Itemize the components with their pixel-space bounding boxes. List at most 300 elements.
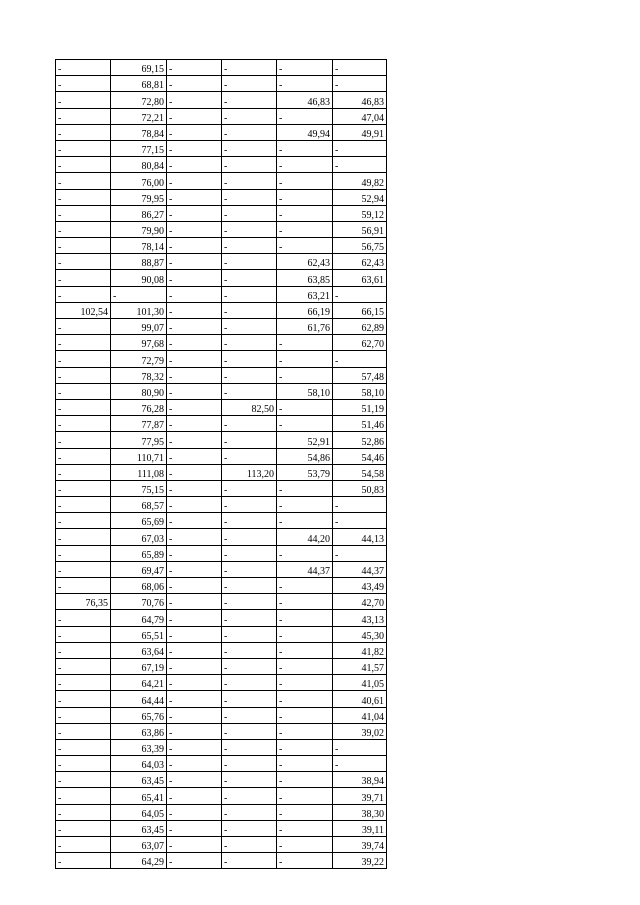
table-cell[interactable]: 65,69 <box>111 513 167 529</box>
table-cell[interactable]: - <box>222 270 277 286</box>
table-cell[interactable]: - <box>222 432 277 448</box>
table-cell[interactable]: - <box>56 642 111 658</box>
table-cell[interactable]: 62,43 <box>277 254 333 270</box>
table-cell[interactable]: - <box>277 610 333 626</box>
table-cell[interactable]: - <box>167 497 222 513</box>
table-cell[interactable]: 63,61 <box>333 270 387 286</box>
table-cell[interactable]: - <box>56 254 111 270</box>
table-cell[interactable]: - <box>167 140 222 156</box>
table-cell[interactable]: - <box>222 772 277 788</box>
table-cell[interactable]: 64,05 <box>111 804 167 820</box>
table-cell[interactable]: - <box>167 221 222 237</box>
table-cell[interactable]: - <box>56 610 111 626</box>
table-cell[interactable]: 62,43 <box>333 254 387 270</box>
table-cell[interactable]: 65,89 <box>111 545 167 561</box>
table-cell[interactable]: 101,30 <box>111 302 167 318</box>
table-cell[interactable]: 67,03 <box>111 529 167 545</box>
table-cell[interactable]: 99,07 <box>111 319 167 335</box>
table-cell[interactable]: 62,70 <box>333 335 387 351</box>
table-cell[interactable]: - <box>277 140 333 156</box>
table-cell[interactable]: - <box>167 756 222 772</box>
table-cell[interactable]: - <box>167 642 222 658</box>
table-cell[interactable]: - <box>277 626 333 642</box>
table-cell[interactable]: - <box>167 319 222 335</box>
table-cell[interactable]: - <box>56 545 111 561</box>
table-cell[interactable]: - <box>277 788 333 804</box>
table-cell[interactable]: 39,74 <box>333 837 387 853</box>
table-cell[interactable]: - <box>167 561 222 577</box>
table-cell[interactable]: - <box>167 804 222 820</box>
table-cell[interactable]: - <box>222 691 277 707</box>
table-cell[interactable]: - <box>222 416 277 432</box>
table-cell[interactable]: 63,39 <box>111 739 167 755</box>
table-cell[interactable]: - <box>277 399 333 415</box>
table-cell[interactable]: - <box>277 707 333 723</box>
table-cell[interactable]: - <box>56 416 111 432</box>
table-cell[interactable]: 39,02 <box>333 723 387 739</box>
table-cell[interactable]: - <box>222 60 277 76</box>
table-cell[interactable]: - <box>333 497 387 513</box>
table-cell[interactable]: - <box>56 691 111 707</box>
table-cell[interactable]: - <box>56 335 111 351</box>
table-cell[interactable]: 54,86 <box>277 448 333 464</box>
table-cell[interactable]: - <box>56 319 111 335</box>
table-cell[interactable]: 49,82 <box>333 173 387 189</box>
table-cell[interactable]: - <box>167 205 222 221</box>
table-cell[interactable]: - <box>277 157 333 173</box>
table-cell[interactable]: 53,79 <box>277 464 333 480</box>
table-cell[interactable]: 86,27 <box>111 205 167 221</box>
table-cell[interactable]: - <box>167 820 222 836</box>
table-cell[interactable]: - <box>277 820 333 836</box>
table-cell[interactable]: 69,15 <box>111 60 167 76</box>
table-cell[interactable]: - <box>167 351 222 367</box>
table-cell[interactable]: - <box>277 76 333 92</box>
table-cell[interactable]: - <box>222 837 277 853</box>
table-cell[interactable]: - <box>167 658 222 674</box>
table-cell[interactable]: - <box>277 578 333 594</box>
table-cell[interactable]: 58,10 <box>277 383 333 399</box>
table-cell[interactable]: 80,90 <box>111 383 167 399</box>
table-cell[interactable]: - <box>333 76 387 92</box>
table-cell[interactable]: - <box>222 707 277 723</box>
table-cell[interactable]: - <box>167 238 222 254</box>
table-cell[interactable]: 77,15 <box>111 140 167 156</box>
table-cell[interactable]: - <box>222 189 277 205</box>
table-cell[interactable]: - <box>56 772 111 788</box>
table-cell[interactable]: - <box>277 723 333 739</box>
table-cell[interactable]: 63,45 <box>111 820 167 836</box>
table-cell[interactable]: - <box>222 76 277 92</box>
table-cell[interactable]: - <box>222 140 277 156</box>
table-cell[interactable]: - <box>277 513 333 529</box>
table-cell[interactable]: - <box>167 254 222 270</box>
table-cell[interactable]: - <box>167 60 222 76</box>
table-cell[interactable]: 63,64 <box>111 642 167 658</box>
table-cell[interactable]: 76,00 <box>111 173 167 189</box>
table-cell[interactable]: 66,19 <box>277 302 333 318</box>
table-cell[interactable]: - <box>167 383 222 399</box>
table-cell[interactable]: 102,54 <box>56 302 111 318</box>
table-cell[interactable]: - <box>222 173 277 189</box>
table-cell[interactable]: - <box>167 772 222 788</box>
table-cell[interactable]: - <box>277 60 333 76</box>
table-cell[interactable]: 72,80 <box>111 92 167 108</box>
table-cell[interactable]: 111,08 <box>111 464 167 480</box>
table-cell[interactable]: - <box>333 513 387 529</box>
table-cell[interactable]: - <box>222 92 277 108</box>
table-cell[interactable]: 63,86 <box>111 723 167 739</box>
table-cell[interactable]: 44,13 <box>333 529 387 545</box>
table-cell[interactable]: - <box>167 399 222 415</box>
table-cell[interactable]: - <box>222 578 277 594</box>
table-cell[interactable]: 65,51 <box>111 626 167 642</box>
table-cell[interactable]: - <box>222 335 277 351</box>
table-cell[interactable]: - <box>167 92 222 108</box>
table-cell[interactable]: 46,83 <box>277 92 333 108</box>
table-cell[interactable]: - <box>56 513 111 529</box>
table-cell[interactable]: - <box>56 756 111 772</box>
table-cell[interactable]: 76,35 <box>56 594 111 610</box>
table-cell[interactable]: - <box>56 626 111 642</box>
table-cell[interactable]: 68,81 <box>111 76 167 92</box>
table-cell[interactable]: - <box>56 351 111 367</box>
table-cell[interactable]: - <box>167 610 222 626</box>
table-cell[interactable]: 69,47 <box>111 561 167 577</box>
table-cell[interactable]: - <box>277 238 333 254</box>
table-cell[interactable]: 77,95 <box>111 432 167 448</box>
table-cell[interactable]: - <box>222 254 277 270</box>
table-cell[interactable]: 80,84 <box>111 157 167 173</box>
table-cell[interactable]: - <box>277 545 333 561</box>
table-cell[interactable]: - <box>56 480 111 496</box>
table-cell[interactable]: - <box>222 739 277 755</box>
table-cell[interactable]: - <box>56 820 111 836</box>
table-cell[interactable]: - <box>56 853 111 869</box>
table-cell[interactable]: - <box>277 739 333 755</box>
table-cell[interactable]: - <box>222 853 277 869</box>
table-cell[interactable]: - <box>277 416 333 432</box>
table-cell[interactable]: 58,10 <box>333 383 387 399</box>
table-cell[interactable]: 56,91 <box>333 221 387 237</box>
table-cell[interactable]: 64,21 <box>111 675 167 691</box>
table-cell[interactable]: - <box>222 804 277 820</box>
table-cell[interactable]: - <box>277 594 333 610</box>
table-cell[interactable]: 40,61 <box>333 691 387 707</box>
table-cell[interactable]: 39,11 <box>333 820 387 836</box>
table-cell[interactable]: 110,71 <box>111 448 167 464</box>
table-cell[interactable]: 64,44 <box>111 691 167 707</box>
table-cell[interactable]: - <box>167 788 222 804</box>
table-cell[interactable]: - <box>222 238 277 254</box>
table-cell[interactable]: - <box>167 480 222 496</box>
table-cell[interactable]: - <box>277 658 333 674</box>
table-cell[interactable]: - <box>277 691 333 707</box>
table-cell[interactable]: - <box>167 513 222 529</box>
table-cell[interactable]: - <box>167 367 222 383</box>
table-cell[interactable]: 63,21 <box>277 286 333 302</box>
table-cell[interactable]: 52,94 <box>333 189 387 205</box>
table-cell[interactable]: 39,22 <box>333 853 387 869</box>
table-cell[interactable]: - <box>56 432 111 448</box>
table-cell[interactable]: - <box>56 221 111 237</box>
table-cell[interactable]: 43,49 <box>333 578 387 594</box>
table-cell[interactable]: 44,20 <box>277 529 333 545</box>
table-cell[interactable]: - <box>167 464 222 480</box>
table-cell[interactable]: - <box>56 561 111 577</box>
table-cell[interactable]: 79,90 <box>111 221 167 237</box>
table-cell[interactable]: - <box>333 157 387 173</box>
table-cell[interactable]: - <box>167 594 222 610</box>
table-cell[interactable]: - <box>167 432 222 448</box>
table-cell[interactable]: - <box>222 658 277 674</box>
table-cell[interactable]: 38,94 <box>333 772 387 788</box>
table-cell[interactable]: 51,19 <box>333 399 387 415</box>
table-cell[interactable]: - <box>167 416 222 432</box>
table-cell[interactable]: 90,08 <box>111 270 167 286</box>
table-cell[interactable]: - <box>222 820 277 836</box>
table-cell[interactable]: - <box>222 108 277 124</box>
table-cell[interactable]: - <box>167 302 222 318</box>
table-cell[interactable]: 66,15 <box>333 302 387 318</box>
table-cell[interactable]: 51,46 <box>333 416 387 432</box>
table-cell[interactable]: - <box>222 788 277 804</box>
table-cell[interactable]: - <box>222 383 277 399</box>
table-cell[interactable]: 59,12 <box>333 205 387 221</box>
table-cell[interactable]: 49,91 <box>333 124 387 140</box>
table-cell[interactable]: - <box>222 513 277 529</box>
table-cell[interactable]: - <box>277 367 333 383</box>
table-cell[interactable]: - <box>277 804 333 820</box>
table-cell[interactable]: - <box>222 610 277 626</box>
table-cell[interactable]: - <box>167 739 222 755</box>
table-cell[interactable]: - <box>56 157 111 173</box>
table-cell[interactable]: - <box>167 626 222 642</box>
table-cell[interactable]: 72,79 <box>111 351 167 367</box>
table-cell[interactable]: - <box>56 205 111 221</box>
table-cell[interactable]: 77,87 <box>111 416 167 432</box>
table-cell[interactable]: - <box>277 221 333 237</box>
table-cell[interactable]: 64,79 <box>111 610 167 626</box>
table-cell[interactable]: - <box>167 837 222 853</box>
table-cell[interactable]: 76,28 <box>111 399 167 415</box>
table-cell[interactable]: 63,85 <box>277 270 333 286</box>
table-cell[interactable]: - <box>277 173 333 189</box>
table-cell[interactable]: - <box>167 853 222 869</box>
table-cell[interactable]: - <box>56 723 111 739</box>
table-cell[interactable]: 41,57 <box>333 658 387 674</box>
table-cell[interactable]: 64,03 <box>111 756 167 772</box>
table-cell[interactable]: - <box>111 286 167 302</box>
table-cell[interactable]: 63,45 <box>111 772 167 788</box>
table-cell[interactable]: 39,71 <box>333 788 387 804</box>
table-cell[interactable]: - <box>56 448 111 464</box>
table-cell[interactable]: - <box>167 448 222 464</box>
table-cell[interactable]: - <box>56 578 111 594</box>
table-cell[interactable]: 41,04 <box>333 707 387 723</box>
table-cell[interactable]: - <box>167 335 222 351</box>
table-cell[interactable]: - <box>277 642 333 658</box>
table-cell[interactable]: - <box>222 594 277 610</box>
table-cell[interactable]: - <box>333 286 387 302</box>
table-cell[interactable]: - <box>222 221 277 237</box>
table-cell[interactable]: - <box>56 286 111 302</box>
table-cell[interactable]: - <box>222 124 277 140</box>
table-cell[interactable]: 78,32 <box>111 367 167 383</box>
table-cell[interactable]: - <box>222 319 277 335</box>
table-cell[interactable]: - <box>56 238 111 254</box>
table-cell[interactable]: - <box>333 60 387 76</box>
table-cell[interactable]: 41,82 <box>333 642 387 658</box>
table-cell[interactable]: 65,76 <box>111 707 167 723</box>
table-cell[interactable]: - <box>277 675 333 691</box>
table-cell[interactable]: 46,83 <box>333 92 387 108</box>
table-cell[interactable]: - <box>277 837 333 853</box>
table-cell[interactable]: 41,05 <box>333 675 387 691</box>
table-cell[interactable]: - <box>333 140 387 156</box>
table-cell[interactable]: 88,87 <box>111 254 167 270</box>
table-cell[interactable]: - <box>222 367 277 383</box>
table-cell[interactable]: 57,48 <box>333 367 387 383</box>
table-cell[interactable]: - <box>167 723 222 739</box>
table-cell[interactable]: - <box>277 480 333 496</box>
table-cell[interactable]: - <box>222 157 277 173</box>
table-cell[interactable]: 63,07 <box>111 837 167 853</box>
table-cell[interactable]: 113,20 <box>222 464 277 480</box>
table-cell[interactable]: 42,70 <box>333 594 387 610</box>
table-cell[interactable]: - <box>56 367 111 383</box>
table-cell[interactable]: - <box>56 739 111 755</box>
table-cell[interactable]: 43,13 <box>333 610 387 626</box>
table-cell[interactable]: - <box>167 529 222 545</box>
table-cell[interactable]: - <box>222 545 277 561</box>
table-cell[interactable]: 68,57 <box>111 497 167 513</box>
table-cell[interactable]: 70,76 <box>111 594 167 610</box>
table-cell[interactable]: - <box>222 448 277 464</box>
table-cell[interactable]: - <box>277 772 333 788</box>
table-cell[interactable]: - <box>56 804 111 820</box>
table-cell[interactable]: - <box>333 739 387 755</box>
table-cell[interactable]: - <box>56 707 111 723</box>
table-cell[interactable]: - <box>56 464 111 480</box>
table-cell[interactable]: 54,46 <box>333 448 387 464</box>
table-cell[interactable]: - <box>222 497 277 513</box>
table-cell[interactable]: - <box>56 76 111 92</box>
table-cell[interactable]: 56,75 <box>333 238 387 254</box>
table-cell[interactable]: - <box>222 529 277 545</box>
table-cell[interactable]: 79,95 <box>111 189 167 205</box>
table-cell[interactable]: - <box>56 788 111 804</box>
table-cell[interactable]: 67,19 <box>111 658 167 674</box>
table-cell[interactable]: - <box>56 837 111 853</box>
table-cell[interactable]: 38,30 <box>333 804 387 820</box>
table-cell[interactable]: - <box>222 480 277 496</box>
table-cell[interactable]: - <box>277 497 333 513</box>
table-cell[interactable]: - <box>167 545 222 561</box>
table-cell[interactable]: - <box>277 853 333 869</box>
table-cell[interactable]: 78,14 <box>111 238 167 254</box>
table-cell[interactable]: - <box>56 270 111 286</box>
table-cell[interactable]: - <box>167 76 222 92</box>
table-cell[interactable]: - <box>333 545 387 561</box>
table-cell[interactable]: 54,58 <box>333 464 387 480</box>
table-cell[interactable]: - <box>56 189 111 205</box>
table-cell[interactable]: - <box>167 189 222 205</box>
table-cell[interactable]: 44,37 <box>277 561 333 577</box>
table-cell[interactable]: - <box>167 578 222 594</box>
table-cell[interactable]: 65,41 <box>111 788 167 804</box>
table-cell[interactable]: - <box>222 756 277 772</box>
table-cell[interactable]: - <box>222 351 277 367</box>
table-cell[interactable]: 82,50 <box>222 399 277 415</box>
table-cell[interactable]: 72,21 <box>111 108 167 124</box>
table-cell[interactable]: - <box>56 108 111 124</box>
table-cell[interactable]: - <box>56 60 111 76</box>
table-cell[interactable]: - <box>56 140 111 156</box>
table-cell[interactable]: - <box>167 108 222 124</box>
table-cell[interactable]: - <box>222 626 277 642</box>
table-cell[interactable]: - <box>222 286 277 302</box>
table-cell[interactable]: - <box>222 723 277 739</box>
table-cell[interactable]: - <box>277 335 333 351</box>
table-cell[interactable]: 44,37 <box>333 561 387 577</box>
table-cell[interactable]: 47,04 <box>333 108 387 124</box>
table-cell[interactable]: - <box>277 205 333 221</box>
table-cell[interactable]: - <box>167 691 222 707</box>
table-cell[interactable]: - <box>167 124 222 140</box>
table-cell[interactable]: - <box>222 642 277 658</box>
table-cell[interactable]: - <box>277 189 333 205</box>
table-cell[interactable]: - <box>56 124 111 140</box>
table-cell[interactable]: - <box>222 561 277 577</box>
table-cell[interactable]: - <box>167 675 222 691</box>
table-cell[interactable]: 75,15 <box>111 480 167 496</box>
table-cell[interactable]: 68,06 <box>111 578 167 594</box>
table-cell[interactable]: - <box>56 399 111 415</box>
table-cell[interactable]: - <box>222 205 277 221</box>
table-cell[interactable]: - <box>56 383 111 399</box>
table-cell[interactable]: - <box>56 497 111 513</box>
table-cell[interactable]: - <box>56 92 111 108</box>
table-cell[interactable]: 64,29 <box>111 853 167 869</box>
table-cell[interactable]: - <box>277 351 333 367</box>
table-cell[interactable]: - <box>277 108 333 124</box>
table-cell[interactable]: - <box>56 173 111 189</box>
table-cell[interactable]: - <box>56 529 111 545</box>
table-cell[interactable]: 97,68 <box>111 335 167 351</box>
table-cell[interactable]: - <box>333 351 387 367</box>
table-cell[interactable]: 52,86 <box>333 432 387 448</box>
table-cell[interactable]: - <box>222 302 277 318</box>
table-cell[interactable]: - <box>167 270 222 286</box>
table-cell[interactable]: 50,83 <box>333 480 387 496</box>
table-cell[interactable]: - <box>56 675 111 691</box>
table-cell[interactable]: 52,91 <box>277 432 333 448</box>
table-cell[interactable]: 61,76 <box>277 319 333 335</box>
table-cell[interactable]: 62,89 <box>333 319 387 335</box>
table-cell[interactable]: 49,94 <box>277 124 333 140</box>
table-cell[interactable]: - <box>167 157 222 173</box>
table-cell[interactable]: - <box>222 675 277 691</box>
table-cell[interactable]: 78,84 <box>111 124 167 140</box>
table-cell[interactable]: - <box>167 286 222 302</box>
table-cell[interactable]: - <box>167 707 222 723</box>
table-cell[interactable]: - <box>277 756 333 772</box>
table-cell[interactable]: 45,30 <box>333 626 387 642</box>
table-cell[interactable]: - <box>56 658 111 674</box>
table-cell[interactable]: - <box>167 173 222 189</box>
table-cell[interactable]: - <box>333 756 387 772</box>
